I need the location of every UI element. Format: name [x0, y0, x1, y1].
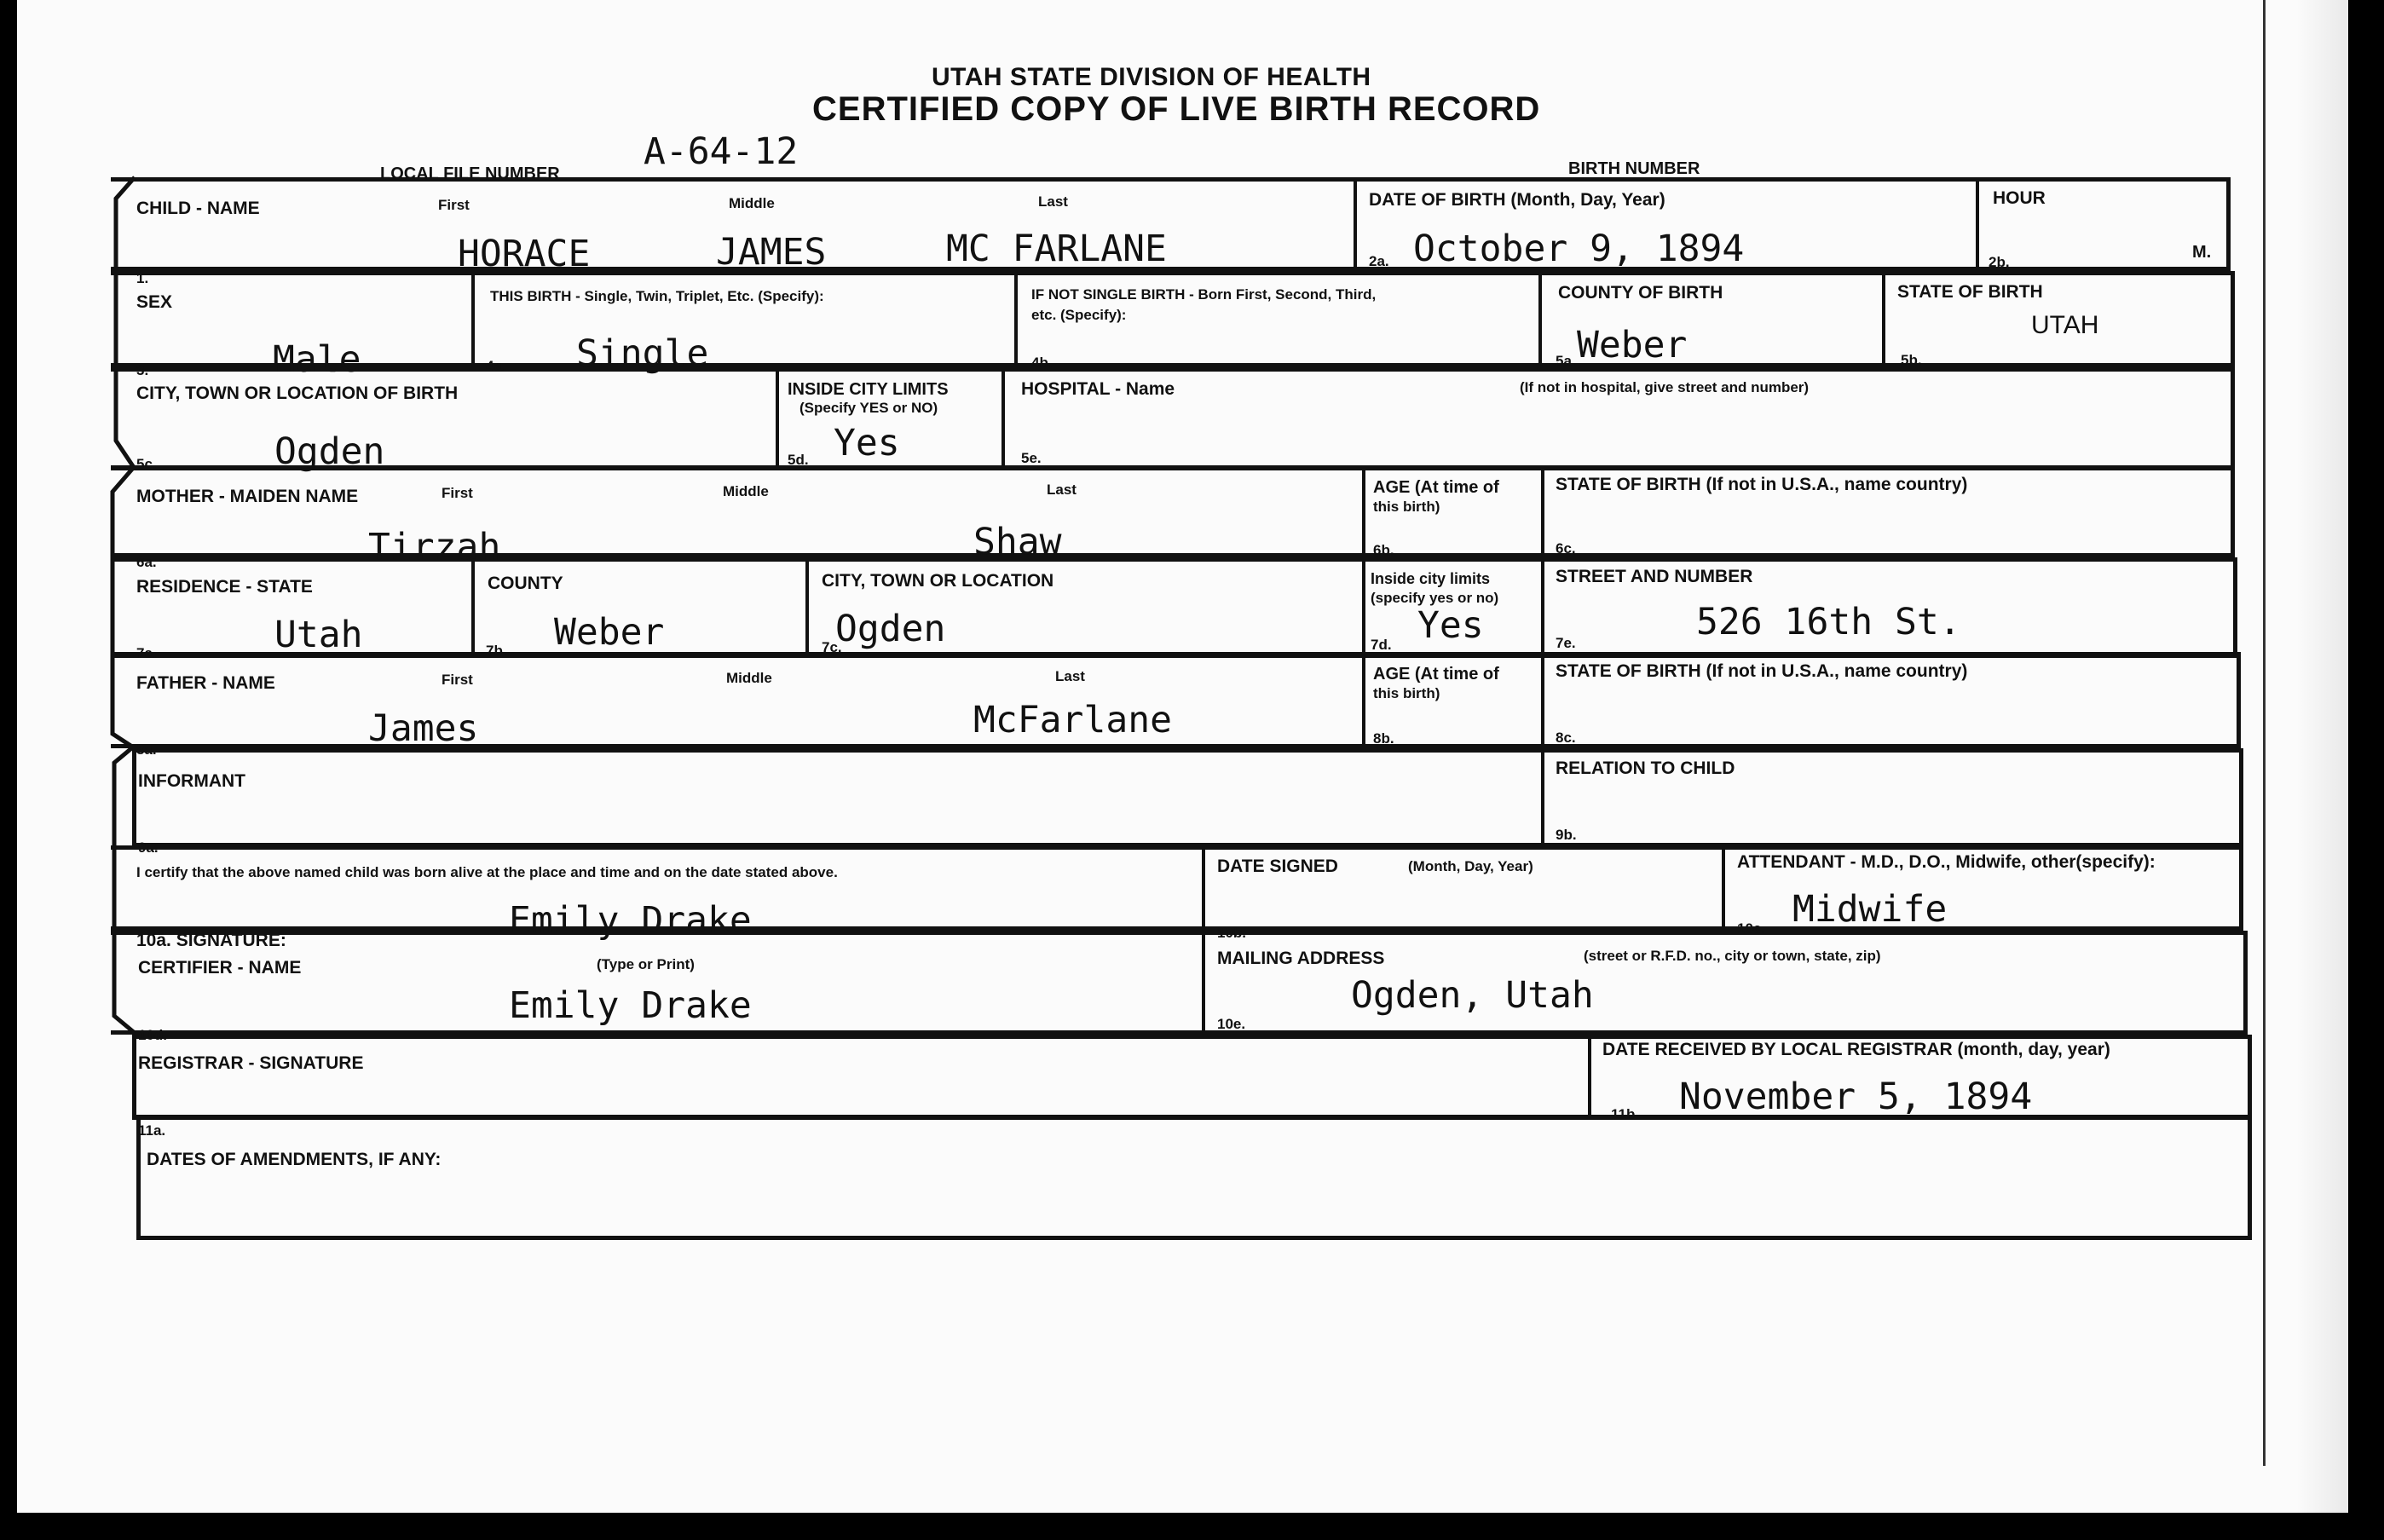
county-of-birth-value: Weber — [1577, 324, 1688, 366]
father-age-label-1: AGE (At time of — [1373, 665, 1499, 683]
divider-not-single — [1538, 273, 1542, 366]
father-last-name: McFarlane — [973, 699, 1172, 741]
field-num-6a: 6a. — [136, 554, 157, 570]
mailing-address-value: Ogden, Utah — [1351, 974, 1594, 1017]
father-name-label: FATHER - NAME — [136, 673, 275, 693]
divider-res-county — [805, 559, 809, 655]
left-bracket-lines — [102, 175, 136, 1035]
child-middle-name: JAMES — [716, 231, 827, 274]
field-num-7b: 7b. — [486, 643, 507, 659]
field-num-11b: 11b. — [1611, 1106, 1640, 1122]
inside-city-limits-value: Yes — [834, 422, 900, 464]
paper-shadow — [2297, 0, 2348, 1513]
field-num-4b: 4b. — [1031, 355, 1053, 371]
informant-label: INFORMANT — [138, 771, 245, 791]
field-num-9b: 9b. — [1556, 827, 1577, 843]
field-num-7a: 7a. — [136, 645, 157, 661]
divider-county — [1882, 273, 1885, 366]
street-value: 526 16th St. — [1696, 601, 1961, 643]
field-num-2b: 2b. — [1989, 254, 2010, 270]
field-num-3: 3. — [136, 362, 149, 378]
agency-title: UTAH STATE DIVISION OF HEALTH — [932, 63, 1371, 91]
local-file-number: A-64-12 — [644, 130, 799, 173]
field-num-8b: 8b. — [1373, 730, 1394, 747]
street-label: STREET AND NUMBER — [1556, 567, 1753, 586]
signature-label: 10a. SIGNATURE: — [136, 931, 286, 950]
divider-inside — [1002, 369, 1005, 467]
inside-city-limits-label-1: INSIDE CITY LIMITS — [788, 380, 949, 399]
child-last-label: Last — [1038, 193, 1068, 210]
residence-city-label: CITY, TOWN OR LOCATION — [822, 571, 1054, 591]
field-num-2a: 2a. — [1369, 253, 1389, 269]
residence-county-label: COUNTY — [488, 574, 563, 593]
date-of-birth: October 9, 1894 — [1413, 228, 1745, 270]
field-num-5c: 5c. — [136, 456, 157, 472]
field-num-5e: 5e. — [1021, 450, 1042, 466]
field-num-9a: 9a. — [138, 839, 159, 856]
mother-last-name: Shaw — [973, 521, 1062, 563]
state-of-birth-value: UTAH — [2031, 311, 2099, 339]
divider-attendant — [1722, 847, 1725, 929]
child-name-row — [111, 177, 2231, 271]
divider-date-signed — [1202, 847, 1205, 1033]
field-num-1: 1. — [136, 270, 149, 286]
hospital-note: (If not in hospital, give street and number) — [1520, 379, 1810, 395]
child-first-label: First — [438, 197, 470, 213]
field-num-4a: 4a. — [486, 358, 506, 374]
divider-registrar — [1588, 1036, 1591, 1118]
date-received-label: DATE RECEIVED BY LOCAL REGISTRAR (month, day, year) — [1602, 1040, 2110, 1059]
field-num-11a: 11a. — [138, 1122, 166, 1139]
date-received-value: November 5, 1894 — [1679, 1076, 2033, 1118]
residence-inside-label-1: Inside city limits — [1371, 570, 1491, 587]
divider-dob — [1354, 179, 1357, 269]
residence-state-label: RESIDENCE - STATE — [136, 577, 313, 597]
this-birth-value: Single — [576, 332, 709, 375]
if-not-single-label-2: etc. (Specify): — [1031, 307, 1127, 323]
divider-father-state — [1541, 654, 1544, 845]
date-signed-note: (Month, Day, Year) — [1408, 858, 1533, 874]
mailing-address-note: (street or R.F.D. no., city or town, state, zip) — [1584, 948, 1881, 964]
field-num-7e: 7e. — [1556, 635, 1576, 651]
divider-city — [776, 369, 779, 467]
residence-state-value: Utah — [274, 614, 363, 656]
field-num-7c: 7c. — [822, 639, 842, 655]
amendments-label: DATES OF AMENDMENTS, IF ANY: — [147, 1150, 442, 1169]
residence-city-value: Ogden — [835, 608, 946, 650]
father-first-name: James — [368, 707, 479, 750]
divider-res-state — [471, 559, 475, 655]
inside-city-limits-label-2: (Specify YES or NO) — [799, 400, 938, 416]
hour-label: HOUR — [1993, 188, 2046, 208]
divider-mother-age — [1362, 467, 1365, 656]
mother-age-label-1: AGE (At time of — [1373, 478, 1499, 497]
child-middle-label: Middle — [729, 195, 775, 211]
divider-hour — [1976, 179, 1979, 269]
registrar-signature-label: REGISTRAR - SIGNATURE — [138, 1053, 364, 1073]
mother-middle-label: Middle — [723, 483, 769, 499]
hour-meridiem: M. — [2192, 243, 2212, 262]
certify-statement: I certify that the above named child was born alive at the place and time and on the date stated above. — [136, 864, 838, 880]
field-num-5d: 5d. — [788, 452, 809, 468]
mother-first-name: Tirzah — [368, 526, 501, 568]
father-first-label: First — [442, 672, 473, 688]
attendant-label: ATTENDANT - M.D., D.O., Midwife, other(specify): — [1737, 852, 2156, 872]
field-num-6c: 6c. — [1556, 540, 1576, 557]
divider-this-birth — [1014, 273, 1018, 366]
amendments-row — [136, 1115, 2252, 1240]
document-title: CERTIFIED COPY OF LIVE BIRTH RECORD — [812, 90, 1541, 128]
attendant-value: Midwife — [1792, 888, 1948, 931]
date-signed-label: DATE SIGNED — [1217, 857, 1338, 876]
signature-value: Emily Drake — [509, 899, 752, 942]
mother-first-label: First — [442, 485, 473, 501]
divider-father-age — [1362, 654, 1365, 746]
mother-last-label: Last — [1047, 482, 1077, 498]
field-num-5b: 5b. — [1901, 352, 1922, 368]
mother-name-label: MOTHER - MAIDEN NAME — [136, 487, 359, 506]
birth-city-label: CITY, TOWN OR LOCATION OF BIRTH — [136, 384, 459, 403]
divider-sex — [471, 273, 475, 366]
state-of-birth-label: STATE OF BIRTH — [1897, 282, 2043, 302]
field-num-8a: 8a. — [136, 741, 157, 758]
informant-row — [132, 748, 2243, 847]
father-last-label: Last — [1055, 668, 1085, 684]
this-birth-label: THIS BIRTH - Single, Twin, Triplet, Etc. (Specify): — [490, 288, 824, 304]
county-of-birth-label: COUNTY OF BIRTH — [1558, 283, 1723, 303]
field-num-10c: 10c. — [1737, 920, 1766, 937]
residence-county-value: Weber — [554, 611, 665, 654]
paper-edge-line — [2263, 0, 2266, 1466]
certifier-name-value: Emily Drake — [509, 984, 752, 1027]
divider-mother-state — [1541, 467, 1544, 656]
field-num-10e: 10e. — [1217, 1016, 1246, 1032]
certifier-row — [111, 931, 2248, 1035]
field-num-10b: 10b. — [1217, 925, 1247, 941]
local-file-number-label: LOCAL FILE NUMBER — [380, 164, 560, 183]
field-num-6b: 6b. — [1373, 542, 1394, 558]
dob-label: DATE OF BIRTH (Month, Day, Year) — [1369, 190, 1665, 210]
birth-number-label: BIRTH NUMBER — [1568, 159, 1700, 178]
type-or-print-label: (Type or Print) — [597, 956, 695, 972]
residence-inside-value: Yes — [1417, 604, 1484, 647]
residence-inside-label-2: (specify yes or no) — [1371, 590, 1499, 606]
child-first-name: HORACE — [458, 233, 591, 275]
field-num-8c: 8c. — [1556, 730, 1576, 746]
relation-to-child-label: RELATION TO CHILD — [1556, 758, 1735, 778]
sex-label: SEX — [136, 292, 173, 312]
mother-state-label: STATE OF BIRTH (If not in U.S.A., name country) — [1556, 475, 1968, 494]
father-middle-label: Middle — [726, 670, 772, 686]
mother-age-label-2: this birth) — [1373, 499, 1440, 515]
field-num-5a: 5a. — [1556, 353, 1576, 369]
certifier-name-label: CERTIFIER - NAME — [138, 958, 302, 978]
sex-value: Male — [273, 338, 361, 381]
father-state-label: STATE OF BIRTH (If not in U.S.A., name country) — [1556, 661, 1968, 681]
if-not-single-label-1: IF NOT SINGLE BIRTH - Born First, Second, Third, — [1031, 286, 1377, 303]
field-num-7d: 7d. — [1371, 637, 1392, 653]
field-num-10d: 10d. — [138, 1027, 168, 1043]
child-name-label: CHILD - NAME — [136, 199, 260, 218]
mailing-address-label: MAILING ADDRESS — [1217, 949, 1385, 968]
hospital-label: HOSPITAL - Name — [1021, 379, 1175, 399]
father-age-label-2: this birth) — [1373, 685, 1440, 701]
child-last-name: MC FARLANE — [946, 228, 1167, 270]
birth-city-value: Ogden — [274, 430, 385, 473]
